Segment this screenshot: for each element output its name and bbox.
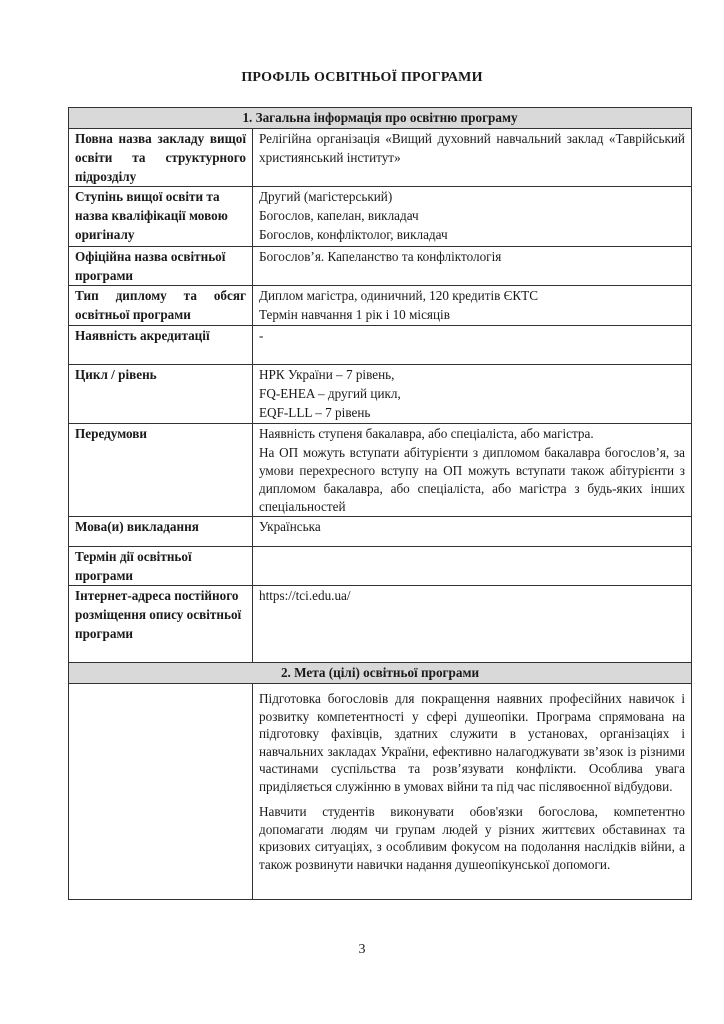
row-value-accreditation	[253, 326, 692, 365]
value-line: Богослов’я. Капеланство та конфліктологія	[259, 249, 502, 264]
section-heading-general-info: 1. Загальна інформація про освітню програму	[69, 108, 692, 129]
row-value-diploma-type	[253, 286, 692, 326]
row-value-cycle-level	[253, 365, 692, 424]
document-title: ПРОФІЛЬ ОСВІТНЬОЇ ПРОГРАМИ	[241, 70, 483, 85]
row-label-accreditation: Наявність акредитації	[69, 326, 253, 365]
row-label-goals	[69, 684, 253, 900]
page-number: 3	[358, 942, 366, 957]
row-label-official-name: Офіційна назва освітньої програми	[69, 247, 253, 286]
value-line: Наявність ступеня бакалавра, або спеціаліста, або магістра.	[259, 426, 594, 441]
row-label-cycle-level: Цикл / рівень	[69, 365, 253, 424]
row-value-language	[253, 517, 692, 547]
table-row	[69, 684, 692, 900]
row-label-program-validity: Термін дії освітньої програми	[69, 547, 253, 586]
row-label-prerequisites: Передумови	[69, 424, 253, 517]
goal-paragraph: Підготовка богословів для покращення наявних професійних навичок і розвитку компетентності у сфері душеопіки. Програма спрямована на підготовку фахівців, здатних служити в установах, організаціях і навчальних закладах України, ефективно налагоджувати зв’язок із різними частинами суспільства та розв’язувати конфлікти. Особлива увага приділяється служінню в умовах війни та під час післявоєнної відбудови.	[259, 691, 685, 794]
table-row	[69, 129, 692, 187]
value-line: Релігійна організація «Вищий духовний навчальний заклад «Таврійський християнський інститут»	[259, 131, 685, 165]
row-label-diploma-type: Тип диплому та обсяг освітньої програми	[69, 286, 253, 326]
goal-paragraph: Навчити студентів виконувати обов'язки богослова, компетентно допомагати людям чи групам людей у різних життєвих обставинах та кризових ситуаціях, з особливим фокусом на подолання наслідків війни, а також розвинути навички надання душеопікунської допомоги.	[259, 804, 685, 872]
section-header-row	[69, 108, 692, 129]
table-row	[69, 187, 692, 247]
row-label-language: Мова(и) викладання	[69, 517, 253, 547]
value-line: EQF-LLL – 7 рівень	[259, 405, 371, 420]
website-link[interactable]: https://tci.edu.ua/	[259, 588, 351, 603]
value-line: Диплом магістра, одиничний, 120 кредитів ЄКТС	[259, 288, 538, 303]
table-row	[69, 424, 692, 517]
row-value-institution-name	[253, 129, 692, 187]
value-line: Богослов, конфліктолог, викладач	[259, 227, 448, 242]
value-line: Другий (магістерський)	[259, 189, 393, 204]
value-line: На ОП можуть вступати абітурієнти з дипломом бакалавра богослов’я, за умови перехресного вступу на ОП можуть вступати також абітурієнти з дипломом бакалавра, або спеціаліста, або магістра з будь-яких інших спеціальностей	[259, 445, 685, 514]
table-row	[69, 547, 692, 586]
section-header-row	[69, 663, 692, 684]
table-row	[69, 517, 692, 547]
section-heading-program-goals: 2. Мета (цілі) освітньої програми	[69, 663, 692, 684]
row-value-official-name	[253, 247, 692, 286]
row-value-internet-address	[253, 586, 692, 663]
value-line: Термін навчання 1 рік і 10 місяців	[259, 307, 450, 322]
row-value-prerequisites	[253, 424, 692, 517]
table-row	[69, 247, 692, 286]
value-line: FQ-EHEA – другий цикл,	[259, 386, 401, 401]
program-profile-table	[68, 107, 692, 900]
value-line: НРК України – 7 рівень,	[259, 367, 395, 382]
table-row	[69, 286, 692, 326]
table-row	[69, 586, 692, 663]
row-label-internet-address: Інтернет-адреса постійного розміщення опису освітньої програми	[69, 586, 253, 663]
row-label-institution-name: Повна назва закладу вищої освіти та структурного підрозділу	[69, 129, 253, 187]
table-row	[69, 326, 692, 365]
row-value-degree-qualification	[253, 187, 692, 247]
value-line: Українська	[259, 519, 321, 534]
table-row	[69, 365, 692, 424]
value-line: -	[259, 328, 264, 343]
row-value-goals	[253, 684, 692, 900]
row-label-degree-qualification: Ступінь вищої освіти та назва кваліфікації мовою оригіналу	[69, 187, 253, 247]
row-value-program-validity	[253, 547, 692, 586]
value-line: Богослов, капелан, викладач	[259, 208, 419, 223]
